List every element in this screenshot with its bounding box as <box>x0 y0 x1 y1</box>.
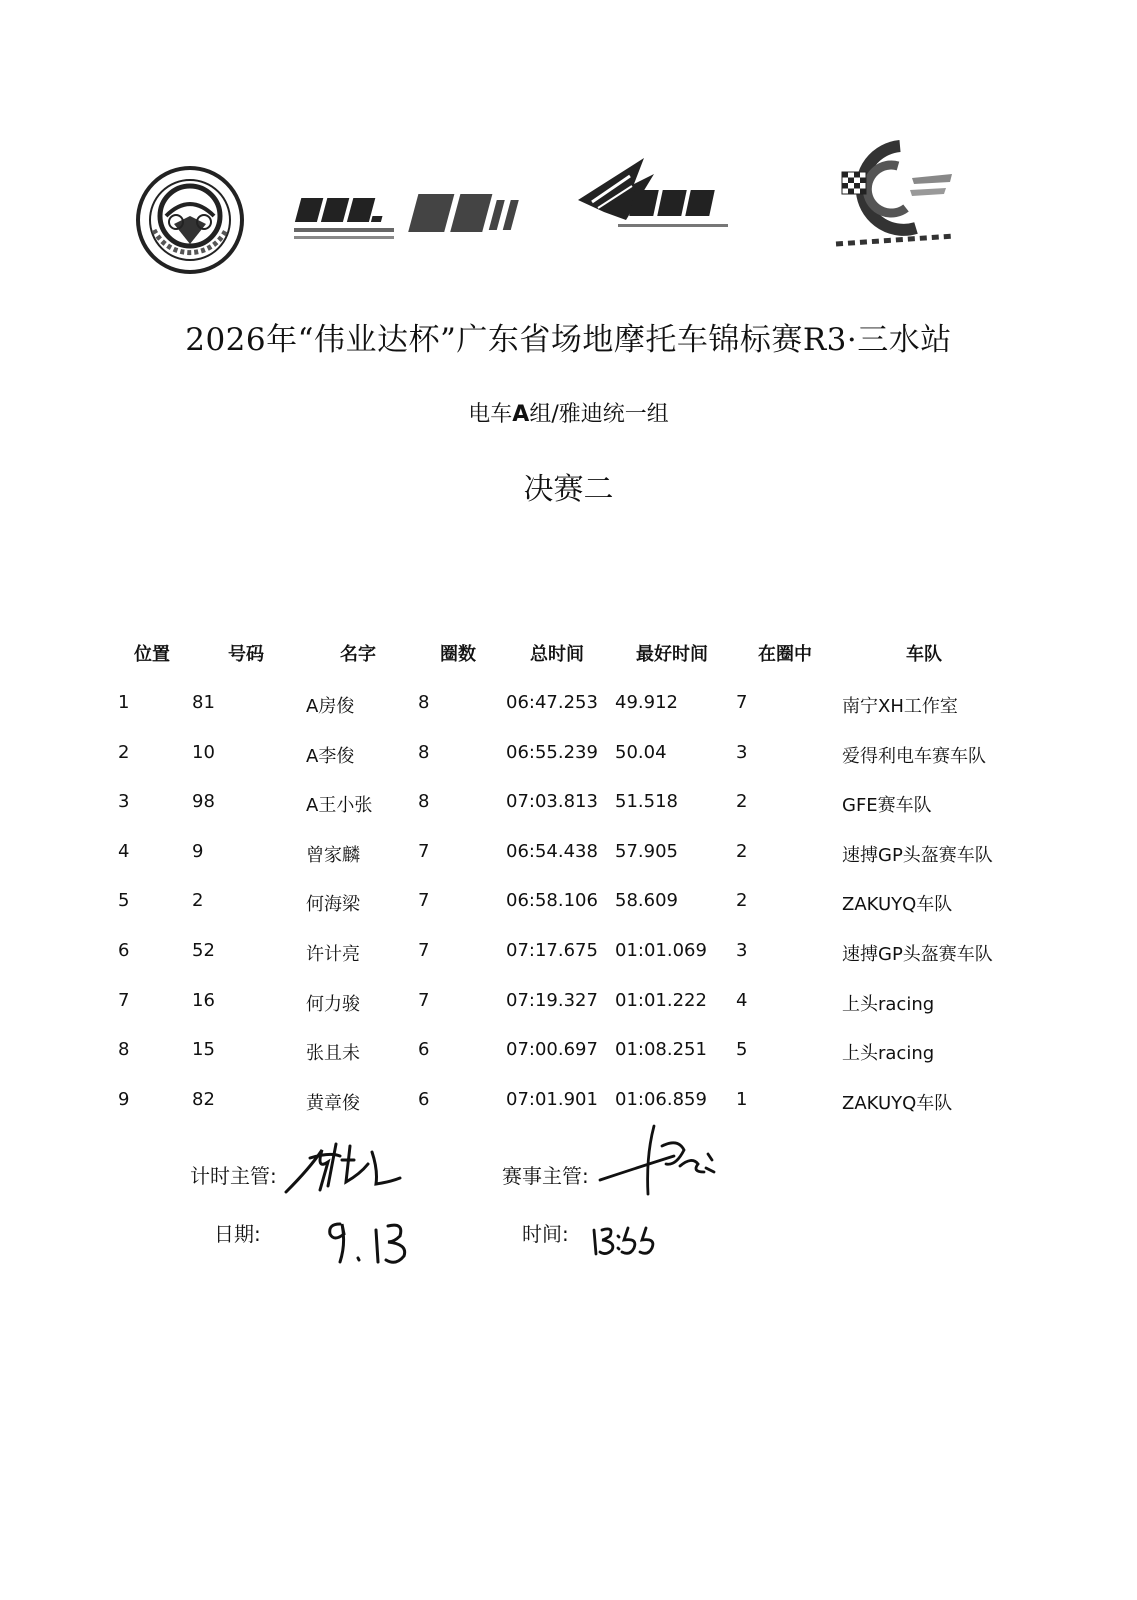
table-row <box>0 890 1137 920</box>
cell-position: 3 <box>118 791 130 813</box>
table-row <box>0 1039 1137 1069</box>
table-row <box>0 791 1137 821</box>
cell-position: 7 <box>118 989 130 1011</box>
cell-best-time: 51.518 <box>615 791 678 813</box>
cell-laps: 7 <box>418 890 430 912</box>
cell-position: 6 <box>118 940 130 961</box>
cell-in-lap: 1 <box>736 1088 748 1110</box>
logo-strip <box>0 140 1137 280</box>
cell-number: 81 <box>192 692 215 713</box>
cell-best-time: 01:01.069 <box>615 940 707 961</box>
column-header-total-time: 总时间 <box>530 644 584 665</box>
subtitle-part-3: 组/雅迪统一组 <box>529 402 669 427</box>
cell-total-time: 06:55.239 <box>506 741 598 763</box>
race-supervisor-label: 赛事主管: <box>502 1164 589 1188</box>
cell-number: 15 <box>192 1039 215 1061</box>
cell-team: ZAKUYQ车队 <box>842 1092 953 1114</box>
cell-in-lap: 2 <box>736 840 748 862</box>
cell-position: 9 <box>118 1088 130 1110</box>
cell-laps: 8 <box>418 741 430 763</box>
column-header-name: 名字 <box>340 644 376 665</box>
cell-total-time: 07:19.327 <box>506 989 598 1011</box>
cell-position: 4 <box>118 840 130 862</box>
cell-name: A王小张 <box>306 795 373 817</box>
subtitle-part-1: 电车 <box>468 402 513 427</box>
timing-supervisor-signature <box>280 1130 410 1209</box>
cell-in-lap: 5 <box>736 1039 748 1061</box>
cell-total-time: 06:47.253 <box>506 692 598 713</box>
cell-team: 上头racing <box>842 1043 935 1065</box>
cell-name: 曾家麟 <box>306 844 360 866</box>
race-round-title: 决赛二 <box>523 472 614 507</box>
cell-total-time: 07:00.697 <box>506 1039 598 1061</box>
cell-in-lap: 2 <box>736 791 748 813</box>
cell-laps: 8 <box>418 791 430 813</box>
association-seal-logo <box>134 164 246 276</box>
cell-name: A李俊 <box>306 745 355 767</box>
cell-position: 8 <box>118 1039 130 1061</box>
column-header-best-time: 最好时间 <box>636 644 708 665</box>
cell-number: 98 <box>192 791 215 813</box>
time-label: 时间: <box>522 1222 569 1246</box>
handwritten-time <box>588 1216 666 1264</box>
cell-position: 5 <box>118 890 130 912</box>
subtitle-part-2: A <box>512 402 530 427</box>
cell-total-time: 07:03.813 <box>506 791 598 813</box>
cell-total-time: 06:54.438 <box>506 840 598 862</box>
sanshui-club-logo <box>830 140 960 260</box>
cell-number: 16 <box>192 989 215 1011</box>
cell-name: 何海梁 <box>306 894 360 916</box>
table-row <box>0 692 1137 722</box>
cell-laps: 7 <box>418 989 430 1011</box>
cell-laps: 7 <box>418 940 430 961</box>
cell-total-time: 07:17.675 <box>506 940 598 961</box>
cell-in-lap: 4 <box>736 989 748 1011</box>
cell-team: 上头racing <box>842 993 935 1015</box>
cell-in-lap: 7 <box>736 692 748 713</box>
cell-name: A房俊 <box>306 696 355 717</box>
table-row <box>0 990 1137 1020</box>
date-label: 日期: <box>214 1222 261 1246</box>
cell-best-time: 01:06.859 <box>615 1088 707 1110</box>
cell-total-time: 06:58.106 <box>506 890 598 912</box>
cell-in-lap: 3 <box>736 940 748 961</box>
handwritten-date <box>324 1210 416 1274</box>
cell-name: 何力骏 <box>306 993 360 1015</box>
cell-best-time: 01:08.251 <box>615 1039 707 1061</box>
weiyeda-wyt-logo <box>574 156 734 236</box>
cell-in-lap: 2 <box>736 890 748 912</box>
cell-name: 许计亮 <box>306 944 360 965</box>
cell-name: 黄章俊 <box>306 1092 360 1114</box>
cell-best-time: 01:01.222 <box>615 989 707 1011</box>
cell-best-time: 58.609 <box>615 890 678 912</box>
column-header-number: 号码 <box>228 644 264 665</box>
cell-number: 10 <box>192 741 215 763</box>
cell-number: 52 <box>192 940 215 961</box>
table-row <box>0 841 1137 871</box>
weiyeda-gp-logo <box>290 188 540 248</box>
cell-best-time: 57.905 <box>615 840 678 862</box>
cell-best-time: 50.04 <box>615 741 667 763</box>
cell-best-time: 49.912 <box>615 692 678 713</box>
cell-laps: 7 <box>418 840 430 862</box>
table-row <box>0 940 1137 970</box>
cell-number: 9 <box>192 840 204 862</box>
race-group-subtitle <box>0 397 1137 428</box>
cell-team: ZAKUYQ车队 <box>842 894 953 916</box>
cell-team: 爱得利电车赛车队 <box>842 745 986 767</box>
cell-laps: 6 <box>418 1039 430 1061</box>
timing-supervisor-label: 计时主管: <box>190 1164 277 1188</box>
cell-number: 82 <box>192 1088 215 1110</box>
page-title: 2026年“伟业达杯”广东省场地摩托车锦标赛R3·三水站 <box>185 322 952 358</box>
column-header-team: 车队 <box>906 644 942 665</box>
cell-team: 速搏GP头盔赛车队 <box>842 844 993 866</box>
cell-laps: 8 <box>418 692 430 713</box>
column-header-in-lap: 在圈中 <box>758 644 812 665</box>
cell-position: 1 <box>118 692 130 713</box>
cell-in-lap: 3 <box>736 741 748 763</box>
table-row <box>0 742 1137 772</box>
table-row <box>0 1089 1137 1119</box>
cell-team: GFE赛车队 <box>842 795 932 817</box>
race-supervisor-signature <box>596 1116 726 1205</box>
cell-name: 张且未 <box>306 1043 360 1065</box>
cell-number: 2 <box>192 890 204 912</box>
cell-team: 南宁XH工作室 <box>842 696 958 717</box>
cell-position: 2 <box>118 741 130 763</box>
column-header-laps: 圈数 <box>440 644 476 665</box>
cell-team: 速搏GP头盔赛车队 <box>842 944 993 965</box>
column-header-position: 位置 <box>134 644 170 665</box>
cell-laps: 6 <box>418 1088 430 1110</box>
cell-total-time: 07:01.901 <box>506 1088 598 1110</box>
